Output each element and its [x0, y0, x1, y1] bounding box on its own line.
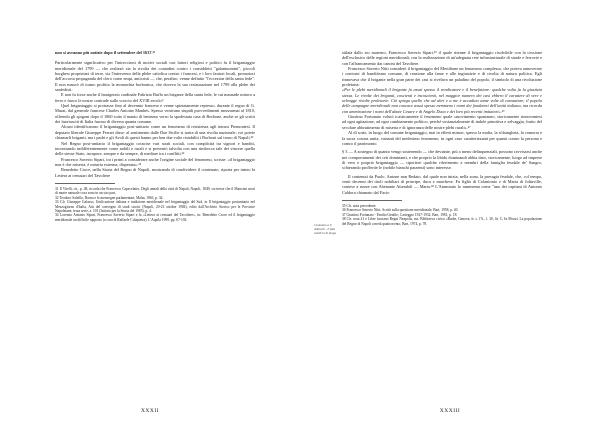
paragraph: Al di sotto, in luogo del comune brigantaggio, mai in effetti minori, spesso la mafia, la n'drangheta, la camorra e la sacra corona unita, varianti del medesimo fenomeno; in ogni caso caratterizzanti per quanti contro la persona e contro il patrimonio. — [342, 130, 542, 146]
paragraph: Francesco Saverio Nitti considerò il brigantaggio del Meridione un fenomeno complesso, che poteva annoverare i contorni di banditismo comune, di reazione alla fame e alle ingiustizie e di rivolta di natura politica. Egli rinnovava che il brigante nella gran parte dei casi si rivelava un paladino del popolo, il simbolo di una rivoluzione proletaria: — [342, 66, 542, 88]
paragraph: Giustino Fortunato volutò icasticamente il fenomeno quale «movimento spontaneo, storicamente rinnovantesi ad ogni agitazione, ad ogni cambiamento politico, perché sostanzialmente di indole primitiva e selvaggia, frutto del secolare abbrutimento di miseria e di ignoranza delle nostre plebi rurali».³⁷ — [342, 114, 542, 130]
page-number-left: XXXII — [140, 408, 160, 414]
footnote: 32 Teodoro Salzillo, Roma e le menzogne parlamentari, Malta, 1863, p. 34. — [55, 195, 164, 200]
page-number-right: XXXIII — [439, 408, 461, 414]
footnote: 34 Lorenzo Antonio Sipari, Francesco Saverio Sipari e la «Lettera ai censuari del Tavoliere», in: Benedetto Croce ed il brigantaggio meridionale un difficile rapporto (a cura di Raffaele Colapietra), L'Aquila 1999, pp. 67-103. — [55, 213, 255, 222]
footnote: 35 Cfr. nota precedente. — [342, 203, 377, 208]
right-page — [300, 0, 600, 424]
paragraph: E non fu forse anche il famigerato cardinale Fabrizio Ruffo un brigante della santa fede, le cui masnade misero a ferro e fuoco le nostre contrade sullo scorcio del XVIII secolo? — [55, 92, 255, 103]
paragraph: Quel brigantaggio si protrasse fino al decennio francese e venne spietatamente represso, durante il regno di G. Murat, dal generale francese Charles Antoine Manhès. Spesso venivano stupidi provvedimenti mezzarmat al 1810, offrendo gli spigoni dopo il 1860 sotto il manto di benismo verso la spodestata casa di Borbone, anche se gli scritti dei fuoriusciti di Italia furono di diversa quanta comune. — [55, 103, 255, 125]
left-body — [55, 50, 255, 222]
footnote: 38 Cfr. nota 21 e Libre farciano Regni Neapolis, ms. Biblioteca civica «Barbe, Genova, fr. s. l'A., f. 30, lit. C; In Mozzi, La popolazione del Regno di Napoli a metà quattrocento, Bari, 1974, p. 78. — [342, 217, 542, 226]
section-paragraph: § 3 — A sostegno di quanto vengo sostenendo — che deviante, più o meno delinquenziali, possono ravvisarsi anche nei comportamenti dei ceti dominanti, e che proprio la libido dominandi abbia dato, storicamente, luogo ad imprese di vero e proprio brigantaggio — riporterò qualche riferimento a membri della famiglia feudale de' Sangro, schierando profferite le (nobile bianchi paraenti) sono interesse. — [342, 149, 542, 171]
footnote: 33 Cfr. Giuseppe Galasso, Unificazione italiana e tradizione meridionale nel brigantaggio del Sud, in Il brigantaggio postunitario nel Mezzogiorno d'Italia, Atti del convegno di studi storici (Napoli, 20-21 ottobre 1984), edito dall'Archivio Storico per le Province Napoletane, terza serie, a. 101 (Istituto per la Storia del 1985), p. 4. — [55, 200, 255, 213]
right-body — [342, 50, 542, 226]
paragraph: non si avranno più notizie dopo il settembre del 1637.³¹ — [55, 50, 156, 55]
footnote-divider — [55, 183, 115, 184]
paragraph: Particolarmente significativo per l'intrecciarsi di motivi sociali con fattori religiosi e politici fu il brigantaggio meridionale del 1799 — che realizzò sia la rivolta dei contadini contro i considdetti "galantuomini", piccoli borghesi proprietari di terre, sia l'intervento della plebe cattolica contro i francesi, e i loro fautori locali, promotori dell'accorta propaganda del clero come empi, anticristi — che, peraltro, venne definito "l'eccezion della santa fede". Il non mancò di tramo profitto la monarchia borbonica, che doveva la sua restaurazione nel 1799 alla plebe dei sanfedisti. — [55, 60, 255, 93]
footnote: 36 Francesco Saverio Nitti, Scritti sulla questione meridionale, Bari, 1958, p. 40. — [342, 208, 459, 213]
quote-paragraph: «Per le plebi meridionali il brigante fu assai spesso il vendicatore e il benefattore: qualche volta fu la giustizia stessa. Le rivolte dei briganti, coscienti e incoscienti, nel maggior numero dei casi ebbero il carattere di vere e selvagge rivolte proletarie. Ciò spiega quello che ad altri e a me è accaduto tante volte di constatare; il popolo delle campagne meridionali non conosce assai spesso nemmeno i nomi dei fondatori dell'unità italiana, ma ricorda con ammirazione i nomi dell'abate Cesare e di Angelo Duca e dei loro più recenti imitatori».³⁶ — [342, 87, 542, 114]
margin-note: Cesteamo a li Antimeti - il fatti nobili in di lungo — [314, 223, 337, 235]
paragraph: Nel Regno post-unitario il brigantaggio coincise vari strati sociali, con complicità tra signori e banditi, incontrando indifferentemente come nobili e rurali e si presentò talvolta con una rimbocca tale dei vincere quella delle stesse Stato, incapace, sempre e da sempre, di mediare tra i conflitti.³³ — [55, 140, 255, 157]
footnote-divider — [342, 200, 402, 201]
paragraph: Benedetto Croce, nella Storia del Regno di Napoli, mostrando di condividere il contenuto, riporta per intero la Lettera ai censuari del Tavoliere — [55, 167, 255, 178]
footnote: 37 Giustino Fortunato - Emilio Gentile, Carteggio 1927-1932, Bari, 1981, p. 18. — [342, 212, 458, 217]
paragraph: Francesco Saverio Sipari, tra i primi a considerare anche l'origine sociale del fenomeno, scrisse: «il brigantaggio non è che miseria, è miseria estrema, disperata».³⁴ — [55, 156, 255, 167]
footnote: 31 Il Vitelli, cit., p. 48, ricorda che Francesco Capecelatro, Degli annali della città di Napoli, Napoli, 1849; scrivesse che il Mancino morì di morte naturale cosa sono in un suo part. — [55, 186, 255, 196]
paragraph: Alcuni identificarono il brigantaggio post-unitario come un fenomeno di resistenza agli intrusi Piemontesi. Il deputato liberale Giuseppe Ferrari disse: al sentimento dalle Due Sicilie si tratta di una rivolta nazionale; voi potete chiamarli briganti, ma i padri e gli Avoli di questi hanno per ben due volte ristabiliti i Borboni sul trono di Napoli.³² — [55, 124, 255, 141]
paragraph: Il contenuti da Paolo, Antone non Redato, dal quale non inizia, nella zona, la presagia feudale, che, col tempo, venti decenni dei titoli nobiliari di principe, duca e marchese. Fu figlio di Colantonio e di Maria di Jolinville, contese a nozze con Abenante Attendoli — Maria.³⁸ L'Ammirato lo rammenta come "uno dei capitani di Antonio Caldora chiamato dal Facio — [342, 173, 542, 195]
paragraph: stilata dallo zio materno, Francesco Saverio Sipari,³⁵ il quale ritenne il brigantaggio risolvibile con la cessione dell'esclusivo delle regioni meridionali, con la realizzazione di un'adeguata rete infrastrutturale di strade e ferrovie e con l'affrancamento dai canoni del Tavoliere. — [342, 50, 542, 66]
